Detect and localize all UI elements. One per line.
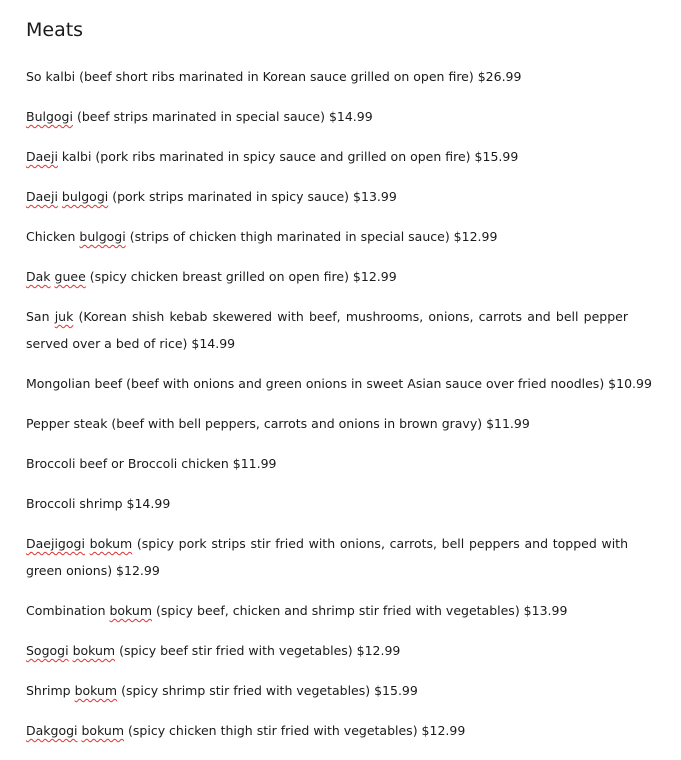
misspelled-word: juk bbox=[54, 309, 74, 324]
menu-item-text: kalbi (pork ribs marinated in spicy sauce and grilled on open fire) $15.99 bbox=[57, 149, 519, 164]
menu-item-text: Broccoli shrimp $14.99 bbox=[26, 496, 171, 511]
menu-item bbox=[26, 263, 628, 290]
misspelled-word: Dakgogi bbox=[26, 723, 78, 738]
menu-item-text: (strips of chicken thigh marinated in special sauce) $12.99 bbox=[125, 229, 498, 244]
menu-item-text: Mongolian beef (beef with onions and green onions in sweet Asian sauce over fried noodles) $10.99 bbox=[26, 376, 652, 391]
menu-item-text: (spicy beef, chicken and shrimp stir fried with vegetables) $13.99 bbox=[152, 603, 568, 618]
menu-item-text: (spicy chicken thigh stir fried with vegetables) $12.99 bbox=[124, 723, 466, 738]
menu-item-text: (spicy pork strips stir fried with onions, carrots, bell peppers and topped with green onions) $12.99 bbox=[26, 536, 628, 578]
menu-item-text: Broccoli beef or Broccoli chicken $11.99 bbox=[26, 456, 277, 471]
misspelled-word: Bulgogi bbox=[26, 109, 73, 124]
misspelled-word: guee bbox=[54, 269, 86, 284]
menu-item bbox=[26, 410, 628, 437]
menu-item-text: (spicy chicken breast grilled on open fire) $12.99 bbox=[85, 269, 397, 284]
misspelled-word: Daeji bbox=[26, 189, 58, 204]
misspelled-word: Dak bbox=[26, 269, 51, 284]
misspelled-word: bulgogi bbox=[61, 189, 109, 204]
misspelled-word: Daeji bbox=[26, 149, 58, 164]
menu-item bbox=[26, 143, 628, 170]
misspelled-word: Daejigogi bbox=[26, 536, 85, 551]
menu-item-text: (pork strips marinated in spicy sauce) $13.99 bbox=[108, 189, 397, 204]
misspelled-word: bulgogi bbox=[79, 229, 126, 244]
menu-item bbox=[26, 530, 628, 584]
menu-item bbox=[26, 717, 628, 744]
misspelled-word: bokum bbox=[89, 536, 133, 551]
menu-item bbox=[26, 183, 628, 210]
menu-item bbox=[26, 637, 628, 664]
menu-item bbox=[26, 677, 628, 704]
misspelled-word: bokum bbox=[72, 643, 116, 658]
menu-item-text: (beef strips marinated in special sauce) $14.99 bbox=[72, 109, 373, 124]
menu-item bbox=[26, 103, 628, 130]
menu-item bbox=[26, 303, 628, 357]
section-heading: Meats bbox=[26, 19, 84, 41]
menu-item-text: (Korean shish kebab skewered with beef, mushrooms, onions, carrots and bell pepper served over a bed of rice) $14.99 bbox=[26, 309, 628, 351]
menu-item-text: San bbox=[26, 309, 55, 324]
menu-item-text: (spicy beef stir fried with vegetables) $12.99 bbox=[115, 643, 401, 658]
menu-item-text: Chicken bbox=[26, 229, 80, 244]
menu-item-text: Pepper steak (beef with bell peppers, carrots and onions in brown gravy) $11.99 bbox=[26, 416, 530, 431]
menu-item bbox=[26, 370, 652, 397]
menu-item bbox=[26, 490, 628, 517]
menu-item-list bbox=[26, 63, 652, 757]
menu-item-text: Combination bbox=[26, 603, 110, 618]
menu-item bbox=[26, 63, 628, 90]
misspelled-word: bokum bbox=[74, 683, 118, 698]
menu-item-text: Shrimp bbox=[26, 683, 75, 698]
menu-item-text: (spicy shrimp stir fried with vegetables) $15.99 bbox=[117, 683, 418, 698]
misspelled-word: bokum bbox=[109, 603, 153, 618]
misspelled-word: Sogogi bbox=[26, 643, 69, 658]
misspelled-word: bokum bbox=[81, 723, 125, 738]
menu-item bbox=[26, 223, 628, 250]
menu-item bbox=[26, 450, 628, 477]
menu-item-text: So kalbi (beef short ribs marinated in Korean sauce grilled on open fire) $26.99 bbox=[26, 69, 522, 84]
menu-item bbox=[26, 597, 628, 624]
